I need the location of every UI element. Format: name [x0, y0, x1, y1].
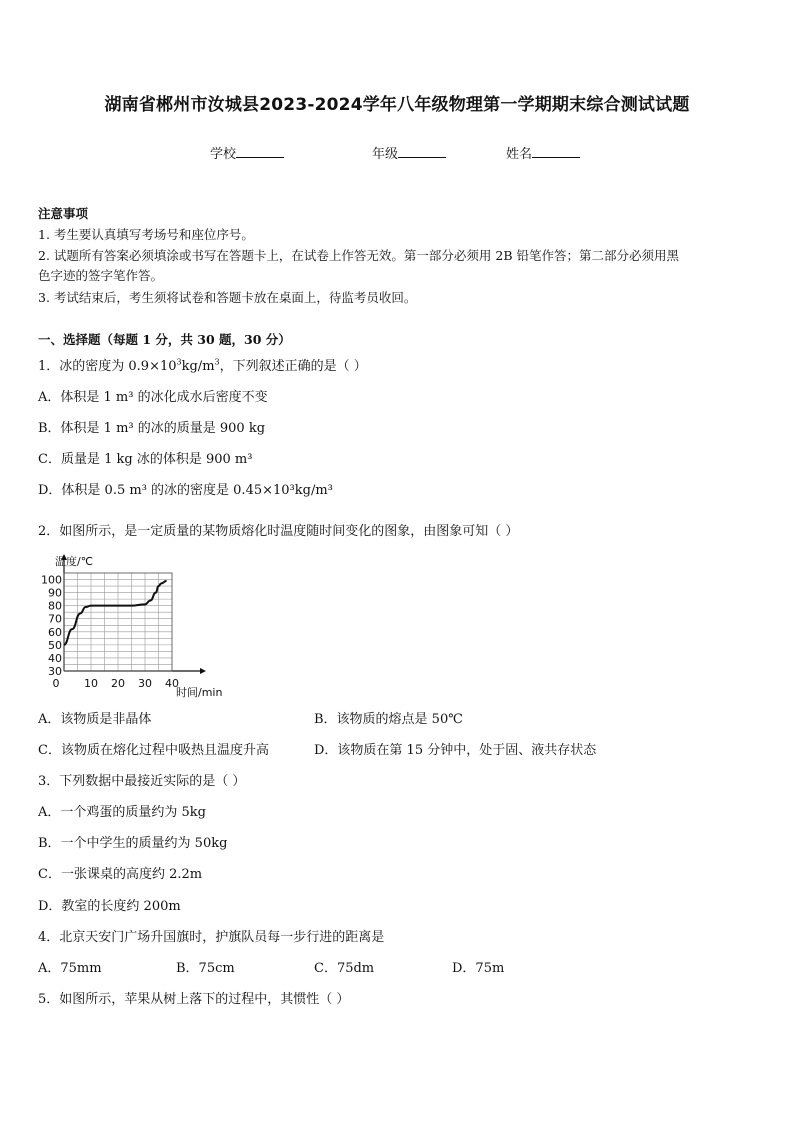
notice-item: 2. 试题所有答案必须填涂或书写在答题卡上，在试卷上作答无效。第一部分必须用 2B 铅笔作答；第二部分必须用黑 [38, 248, 679, 263]
school-label: 学校 [210, 147, 237, 162]
x-tick-label: 20 [111, 677, 125, 690]
y-tick-label: 40 [48, 651, 62, 665]
x-tick-label: 30 [138, 677, 152, 690]
y-tick-label: 100 [41, 573, 62, 587]
q2-option-a[interactable]: A．该物质是非晶体 [38, 712, 152, 727]
name-label: 姓名 [506, 147, 533, 162]
q4-option-a[interactable]: A．75mm [38, 961, 102, 976]
question-4-stem: 4．北京天安门广场升国旗时，护旗队员每一步行进的距离是 [38, 930, 385, 945]
q4-option-c[interactable]: C．75dm [314, 961, 375, 976]
chart-grid [64, 573, 172, 671]
school-field [210, 143, 284, 162]
question-1-stem: 1．冰的密度为 $0.9\times 10^3kg/m^3$，下列叙述正确的是（ ） [38, 357, 367, 374]
page-title: 湖南省郴州市汝城县2023-2024学年八年级物理第一学期期末综合测试试题 [104, 95, 690, 115]
series-line [64, 581, 167, 645]
question-2-stem: 2．如图所示，是一定质量的某物质熔化时温度随时间变化的图象，由图象可知（ ） [38, 524, 519, 539]
name-field [506, 143, 580, 162]
q3-option-b[interactable]: B．一个中学生的质量约为 50kg [38, 836, 228, 851]
question-5-stem: 5．如图所示，苹果从树上落下的过程中，其惯性（ ） [38, 992, 350, 1007]
y-tick-label: 70 [48, 612, 62, 626]
x-axis-arrow [200, 668, 206, 674]
notice-item: 色字迹的签字笔作答。 [38, 268, 164, 283]
melting-curve-chart [40, 552, 240, 700]
section-heading: 一、选择题（每题 1 分，共 30 题，30 分） [38, 332, 291, 347]
q2-option-d[interactable]: D．该物质在第 15 分钟中，处于固、液共存状态 [314, 743, 597, 758]
y-tick-label: 80 [48, 599, 62, 613]
name-blank[interactable] [532, 146, 580, 158]
y-tick-label: 90 [48, 586, 62, 600]
x-tick-label: 10 [84, 677, 98, 690]
q1-option-c[interactable]: C．质量是 1 kg 冰的体积是 900 m³ [38, 452, 253, 467]
notice-heading: 注意事项 [38, 206, 89, 221]
x-tick-label: 0 [52, 677, 60, 690]
x-tick-label: 40 [165, 677, 179, 690]
q4-option-b[interactable]: B．75cm [176, 961, 235, 976]
q2-option-b[interactable]: B．该物质的熔点是 50℃ [314, 712, 463, 727]
notice-item: 3. 考试结束后，考生须将试卷和答题卡放在桌面上，待监考员收回。 [38, 290, 417, 305]
notice-item: 1. 考生要认真填写考场号和座位序号。 [38, 227, 254, 242]
q2-option-c[interactable]: C．该物质在熔化过程中吸热且温度升高 [38, 743, 269, 758]
y-axis-label: 温度/℃ [55, 555, 94, 568]
y-tick-label: 50 [48, 638, 62, 652]
q3-option-d[interactable]: D．教室的长度约 200m [38, 899, 181, 914]
x-axis-label: 时间/min [176, 686, 223, 699]
grade-label: 年级 [372, 147, 399, 162]
q3-option-c[interactable]: C．一张课桌的高度约 2.2m [38, 867, 203, 882]
grade-field [372, 143, 446, 162]
chart-axes [61, 554, 206, 674]
y-tick-label: 30 [48, 665, 62, 678]
q3-option-a[interactable]: A．一个鸡蛋的质量约为 5kg [38, 805, 206, 820]
q4-option-d[interactable]: D．75m [452, 961, 505, 976]
grade-blank[interactable] [398, 146, 446, 158]
q1-option-d[interactable]: D．体积是 0.5 m³ 的冰的密度是 0.45×10³kg/m³ [38, 483, 333, 498]
school-blank[interactable] [236, 146, 284, 158]
q1-option-a[interactable]: A．体积是 1 m³ 的冰化成水后密度不变 [38, 390, 268, 405]
q1-option-b[interactable]: B．体积是 1 m³ 的冰的质量是 900 kg [38, 421, 266, 436]
y-tick-label: 60 [48, 625, 62, 639]
question-3-stem: 3．下列数据中最接近实际的是（ ） [38, 774, 246, 789]
